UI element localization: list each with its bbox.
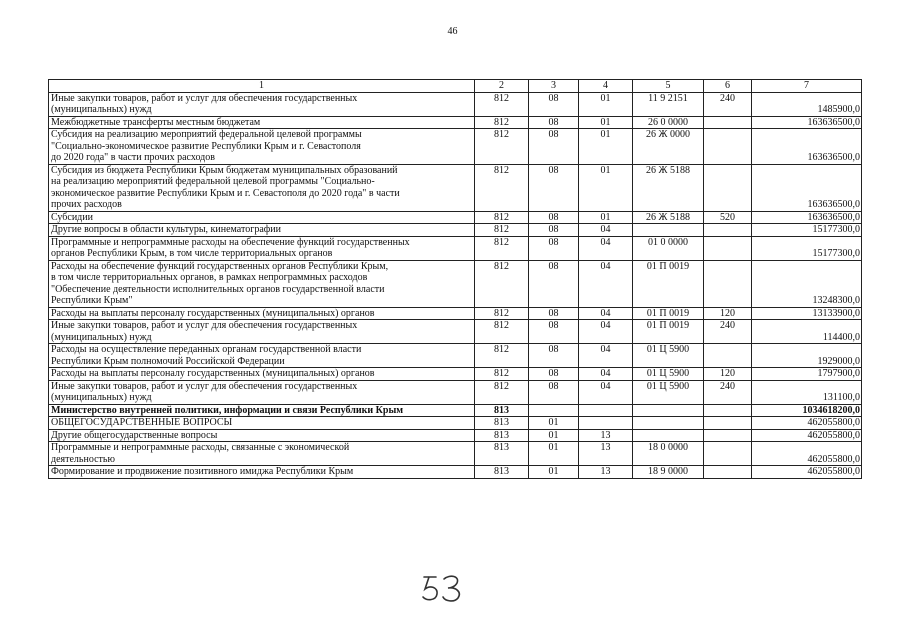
row-description <box>49 260 475 307</box>
row-description-line: Межбюджетные трансферты местным бюджетам <box>51 116 261 128</box>
col3-section-code: 08 <box>529 129 579 165</box>
col5-target-article <box>633 404 704 417</box>
col5-target-article <box>633 429 704 442</box>
row-description <box>49 116 475 129</box>
col5-target-article: 01 П 0019 <box>633 260 704 307</box>
table-row <box>49 466 862 479</box>
row-description-line: Расходы на осуществление переданных органам государственной власти <box>51 344 362 355</box>
row-description-line: (муниципальных) нужд <box>51 331 152 343</box>
header-col-7: 7 <box>752 80 862 93</box>
col5-target-article: 01 0 0000 <box>633 236 704 260</box>
col2-admin-code: 812 <box>475 211 529 224</box>
col4-subsection-code <box>579 404 633 417</box>
col4-subsection-code: 04 <box>579 368 633 381</box>
table-row <box>49 320 862 344</box>
col7-amount: 163636500,0 <box>752 129 862 165</box>
col2-admin-code: 813 <box>475 442 529 466</box>
col4-subsection-code: 13 <box>579 466 633 479</box>
row-description <box>49 442 475 466</box>
col6-expense-type: 520 <box>704 211 752 224</box>
col3-section-code: 08 <box>529 380 579 404</box>
col2-admin-code: 813 <box>475 404 529 417</box>
col3-section-code: 08 <box>529 92 579 116</box>
table-row <box>49 236 862 260</box>
row-description <box>49 380 475 404</box>
col2-admin-code: 812 <box>475 368 529 381</box>
col2-admin-code: 813 <box>475 466 529 479</box>
col3-section-code: 01 <box>529 429 579 442</box>
row-description <box>49 466 475 479</box>
col5-target-article: 01 Ц 5900 <box>633 380 704 404</box>
col7-amount: 15177300,0 <box>752 224 862 237</box>
col7-amount: 1485900,0 <box>752 92 862 116</box>
col3-section-code: 08 <box>529 307 579 320</box>
table-row <box>49 404 862 417</box>
col7-amount: 163636500,0 <box>752 164 862 211</box>
col4-subsection-code: 04 <box>579 380 633 404</box>
col2-admin-code: 812 <box>475 224 529 237</box>
col7-amount: 13133900,0 <box>752 307 862 320</box>
row-description-line: Расходы на обеспечение функций государственных органов Республики Крым, <box>51 260 389 272</box>
col5-target-article: 01 П 0019 <box>633 307 704 320</box>
col5-target-article <box>633 417 704 430</box>
row-description-line: Республики Крым полномочий Российской Федерации <box>51 355 285 367</box>
row-description-line: Субсидия из бюджета Республики Крым бюджетам муниципальных образований <box>51 164 398 176</box>
table-row <box>49 380 862 404</box>
col3-section-code: 01 <box>529 417 579 430</box>
row-description <box>49 211 475 224</box>
col7-amount: 163636500,0 <box>752 116 862 129</box>
row-description-line: Министерство внутренней политики, информации и связи Республики Крым <box>51 404 404 416</box>
table-header-row <box>49 80 862 93</box>
col6-expense-type: 120 <box>704 368 752 381</box>
col2-admin-code: 812 <box>475 260 529 307</box>
col4-subsection-code: 01 <box>579 129 633 165</box>
row-description <box>49 404 475 417</box>
col5-target-article <box>633 224 704 237</box>
col7-amount: 163636500,0 <box>752 211 862 224</box>
header-col-1: 1 <box>49 80 475 93</box>
col2-admin-code: 812 <box>475 380 529 404</box>
col3-section-code: 08 <box>529 211 579 224</box>
table-row <box>49 368 862 381</box>
row-description-line: Программные и непрограммные расходы, связанные с экономической <box>51 442 350 453</box>
col2-admin-code: 812 <box>475 307 529 320</box>
col6-expense-type <box>704 129 752 165</box>
col3-section-code: 08 <box>529 116 579 129</box>
col3-section-code: 01 <box>529 442 579 466</box>
col7-amount: 1929000,0 <box>752 344 862 368</box>
row-description-line: Программные и непрограммные расходы на обеспечение функций государственных <box>51 236 410 248</box>
col7-amount: 1797900,0 <box>752 368 862 381</box>
row-description <box>49 344 475 368</box>
col2-admin-code: 812 <box>475 116 529 129</box>
col4-subsection-code: 04 <box>579 344 633 368</box>
col2-admin-code: 812 <box>475 164 529 211</box>
col6-expense-type: 240 <box>704 320 752 344</box>
row-description <box>49 224 475 237</box>
table-row <box>49 129 862 165</box>
col2-admin-code: 812 <box>475 92 529 116</box>
col5-target-article: 26 Ж 5188 <box>633 164 704 211</box>
col6-expense-type <box>704 442 752 466</box>
row-description-line: "Обеспечение деятельности исполнительных органов государственной власти <box>51 283 385 295</box>
row-description-line: Расходы на выплаты персоналу государственных (муниципальных) органов <box>51 368 375 379</box>
col4-subsection-code: 01 <box>579 164 633 211</box>
col3-section-code: 08 <box>529 164 579 211</box>
row-description-line: органов Республики Крым, в том числе территориальных органов <box>51 248 333 259</box>
col5-target-article: 01 Ц 5900 <box>633 368 704 381</box>
col4-subsection-code: 01 <box>579 116 633 129</box>
col5-target-article: 26 Ж 5188 <box>633 211 704 224</box>
row-description <box>49 368 475 381</box>
col4-subsection-code: 04 <box>579 236 633 260</box>
row-description-line: Иные закупки товаров, работ и услуг для обеспечения государственных <box>51 320 358 331</box>
col2-admin-code: 813 <box>475 429 529 442</box>
col6-expense-type <box>704 417 752 430</box>
row-description-line: до 2020 года" в части прочих расходов <box>51 152 215 163</box>
row-description-line: (муниципальных) нужд <box>51 104 152 115</box>
col4-subsection-code: 01 <box>579 211 633 224</box>
row-description-line: Другие общегосударственные вопросы <box>51 429 218 441</box>
col2-admin-code: 813 <box>475 417 529 430</box>
row-description <box>49 320 475 344</box>
col6-expense-type <box>704 429 752 442</box>
header-col-2: 2 <box>475 80 529 93</box>
col7-amount: 462055800,0 <box>752 442 862 466</box>
col7-amount: 462055800,0 <box>752 417 862 430</box>
row-description-line: (муниципальных) нужд <box>51 392 152 403</box>
row-description <box>49 307 475 320</box>
table-row <box>49 116 862 129</box>
table-row <box>49 92 862 116</box>
row-description <box>49 417 475 430</box>
table-row <box>49 417 862 430</box>
table-row <box>49 211 862 224</box>
col7-amount: 462055800,0 <box>752 429 862 442</box>
col3-section-code: 08 <box>529 236 579 260</box>
col2-admin-code: 812 <box>475 236 529 260</box>
row-description <box>49 429 475 442</box>
row-description-line: на реализацию мероприятий федеральной целевой программы "Социально- <box>51 176 375 187</box>
col4-subsection-code: 04 <box>579 320 633 344</box>
col4-subsection-code: 04 <box>579 307 633 320</box>
col7-amount: 15177300,0 <box>752 236 862 260</box>
table-row <box>49 429 862 442</box>
col5-target-article: 26 Ж 0000 <box>633 129 704 165</box>
col5-target-article: 11 9 2151 <box>633 92 704 116</box>
col6-expense-type <box>704 344 752 368</box>
col6-expense-type: 240 <box>704 92 752 116</box>
col3-section-code: 08 <box>529 260 579 307</box>
col7-amount: 13248300,0 <box>752 260 862 307</box>
handwritten-page-number-stamp <box>420 573 466 603</box>
col3-section-code: 08 <box>529 224 579 237</box>
row-description-line: Другие вопросы в области культуры, кинематографии <box>51 224 281 235</box>
page-number: 46 <box>447 26 458 37</box>
col4-subsection-code: 13 <box>579 429 633 442</box>
col6-expense-type <box>704 260 752 307</box>
col5-target-article: 18 0 0000 <box>633 442 704 466</box>
table-row <box>49 344 862 368</box>
col6-expense-type: 120 <box>704 307 752 320</box>
row-description-line: экономическое развитие Республики Крым и г. Севастополя до 2020 года" в части <box>51 187 400 199</box>
col6-expense-type <box>704 236 752 260</box>
col7-amount: 114400,0 <box>752 320 862 344</box>
col2-admin-code: 812 <box>475 344 529 368</box>
budget-table <box>48 79 862 479</box>
col5-target-article: 18 9 0000 <box>633 466 704 479</box>
col4-subsection-code: 13 <box>579 442 633 466</box>
col7-amount: 131100,0 <box>752 380 862 404</box>
col3-section-code: 01 <box>529 466 579 479</box>
col3-section-code: 08 <box>529 368 579 381</box>
col6-expense-type <box>704 466 752 479</box>
col4-subsection-code <box>579 417 633 430</box>
col7-amount: 1034618200,0 <box>752 404 862 417</box>
table-row <box>49 442 862 466</box>
table-body <box>49 92 862 478</box>
col2-admin-code: 812 <box>475 129 529 165</box>
col2-admin-code: 812 <box>475 320 529 344</box>
row-description-line: "Социально-экономическое развитие Республики Крым и г. Севастополя <box>51 140 361 152</box>
row-description <box>49 129 475 165</box>
col4-subsection-code: 04 <box>579 260 633 307</box>
row-description-line: Субсидия на реализацию мероприятий федеральной целевой программы <box>51 129 362 140</box>
col3-section-code: 08 <box>529 344 579 368</box>
row-description-line: Формирование и продвижение позитивного имиджа Республики Крым <box>51 466 354 477</box>
row-description-line: деятельностью <box>51 453 115 465</box>
row-description-line: Субсидии <box>51 211 93 223</box>
row-description <box>49 236 475 260</box>
table-row <box>49 224 862 237</box>
header-col-6: 6 <box>704 80 752 93</box>
col6-expense-type <box>704 224 752 237</box>
row-description-line: в том числе территориальных органов, в рамках непрограммных расходов <box>51 272 368 283</box>
row-description-line: Иные закупки товаров, работ и услуг для обеспечения государственных <box>51 380 358 392</box>
col4-subsection-code: 04 <box>579 224 633 237</box>
table-row <box>49 260 862 307</box>
header-col-4: 4 <box>579 80 633 93</box>
row-description-line: ОБЩЕГОСУДАРСТВЕННЫЕ ВОПРОСЫ <box>51 417 233 428</box>
col3-section-code: 08 <box>529 320 579 344</box>
col5-target-article: 26 0 0000 <box>633 116 704 129</box>
table-row <box>49 164 862 211</box>
col6-expense-type <box>704 404 752 417</box>
col5-target-article: 01 Ц 5900 <box>633 344 704 368</box>
header-col-3: 3 <box>529 80 579 93</box>
row-description-line: прочих расходов <box>51 199 122 210</box>
col6-expense-type <box>704 116 752 129</box>
row-description <box>49 92 475 116</box>
row-description-line: Республики Крым" <box>51 295 133 306</box>
row-description <box>49 164 475 211</box>
row-description-line: Расходы на выплаты персоналу государственных (муниципальных) органов <box>51 307 375 319</box>
col3-section-code <box>529 404 579 417</box>
col6-expense-type <box>704 164 752 211</box>
table-row <box>49 307 862 320</box>
row-description-line: Иные закупки товаров, работ и услуг для обеспечения государственных <box>51 92 358 104</box>
col5-target-article: 01 П 0019 <box>633 320 704 344</box>
header-col-5: 5 <box>633 80 704 93</box>
col7-amount: 462055800,0 <box>752 466 862 479</box>
col4-subsection-code: 01 <box>579 92 633 116</box>
col6-expense-type: 240 <box>704 380 752 404</box>
